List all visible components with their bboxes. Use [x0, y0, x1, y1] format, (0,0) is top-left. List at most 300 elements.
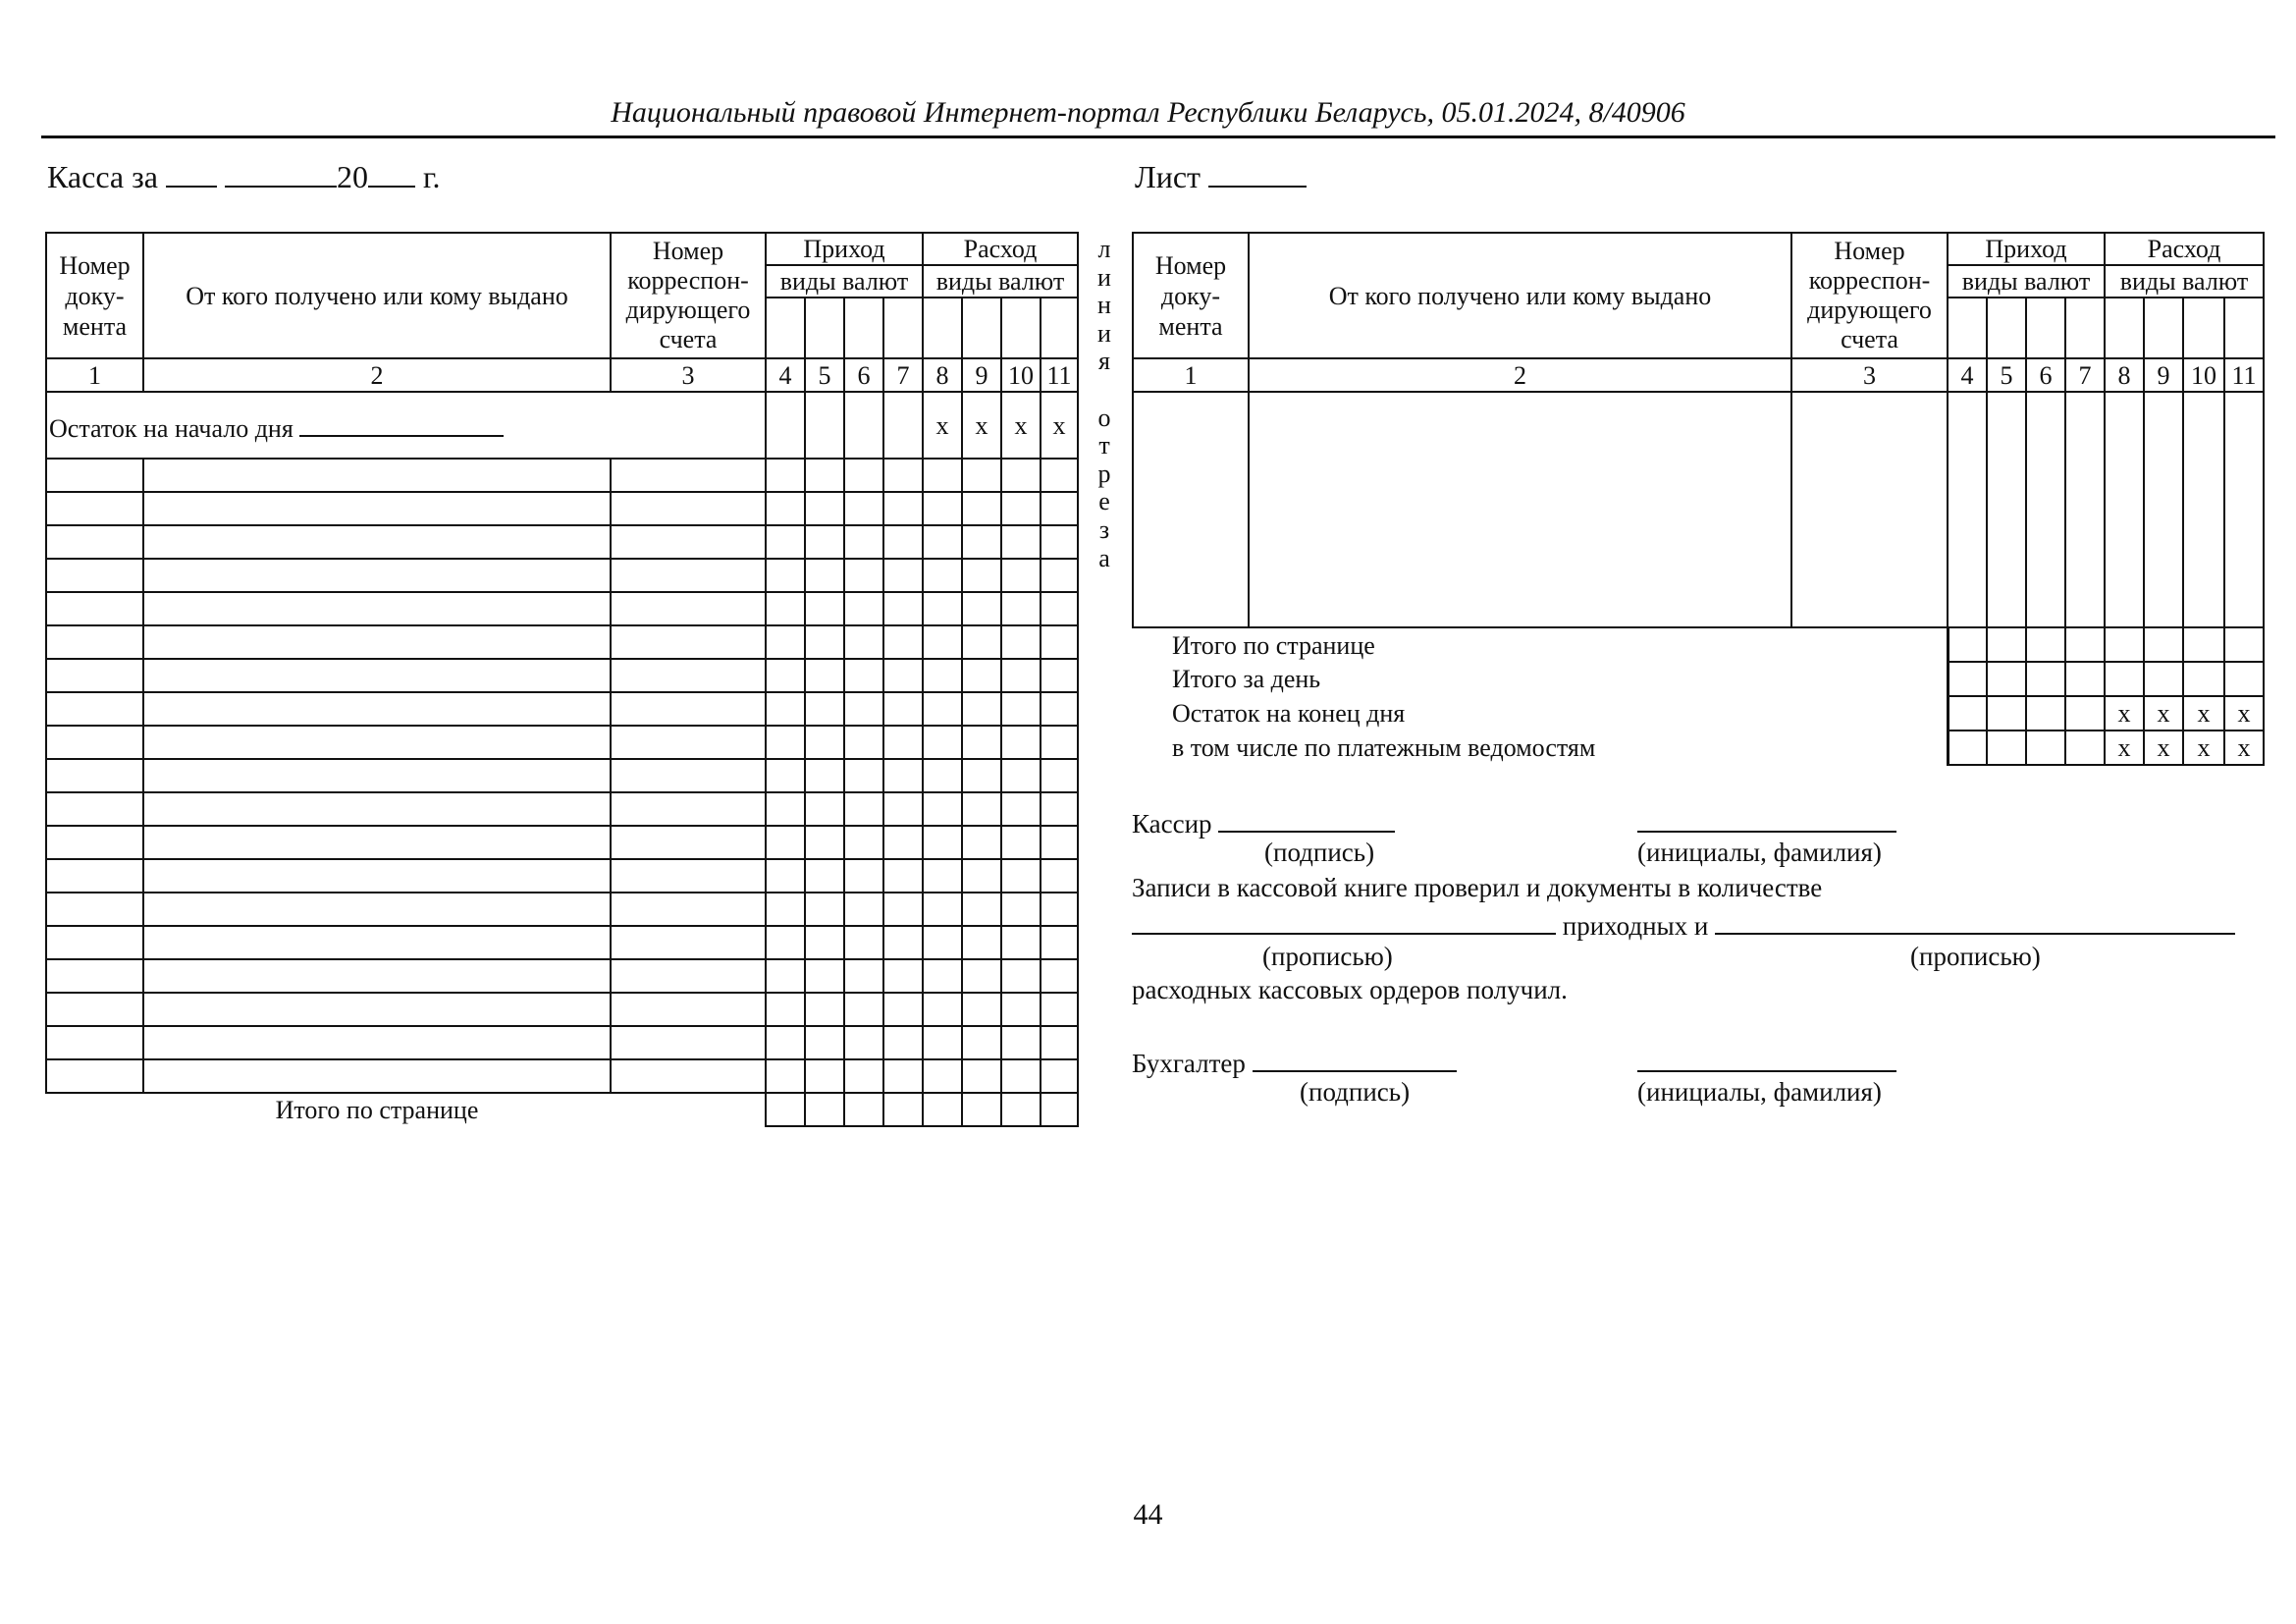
entry-cell	[766, 826, 805, 859]
entry-cell	[962, 792, 1001, 826]
entry-cell	[1041, 1059, 1078, 1093]
total-row-label: Итого по странице	[1172, 630, 1375, 660]
entry-cell	[143, 926, 611, 959]
entry-cell	[143, 1026, 611, 1059]
entry-cell	[962, 692, 1001, 726]
entry-cell	[1041, 826, 1078, 859]
expense-currency-header: виды валют	[2105, 265, 2264, 298]
entry-cell	[883, 826, 923, 859]
entry-cell	[805, 1059, 844, 1093]
entry-cell	[1001, 492, 1041, 525]
entry-cell	[883, 559, 923, 592]
entry-cell	[805, 659, 844, 692]
cut-line-letter: е	[1098, 487, 1110, 516]
cut-line-letter: т	[1098, 431, 1110, 460]
table-row	[46, 1059, 1078, 1093]
col-income-header: Приход	[1948, 233, 2105, 265]
col-doc-header: Номер доку-мента	[46, 233, 143, 358]
entry-cell	[883, 726, 923, 759]
entry-cell	[1041, 525, 1078, 559]
entry-cell	[46, 792, 143, 826]
x-mark: x	[2144, 731, 2183, 765]
entry-cell	[1001, 792, 1041, 826]
currency-cell	[805, 298, 844, 358]
income-cell	[805, 392, 844, 459]
entry-cell	[143, 525, 611, 559]
entry-cell	[1041, 959, 1078, 993]
entry-cell	[143, 893, 611, 926]
currency-cell	[883, 298, 923, 358]
entry-cell	[1041, 492, 1078, 525]
outgoing-count-blank	[1715, 905, 2235, 935]
total-cell	[1948, 662, 1987, 696]
x-mark: x	[2105, 696, 2144, 731]
entry-cell	[143, 993, 611, 1026]
entry-cell	[883, 459, 923, 492]
entry-cell	[923, 625, 962, 659]
entry-cell	[923, 959, 962, 993]
currency-cell	[766, 298, 805, 358]
entry-cell	[611, 1059, 766, 1093]
entry-cell	[766, 993, 805, 1026]
entry-cell	[805, 959, 844, 993]
col-number: 3	[1791, 358, 1948, 392]
entry-cell	[805, 993, 844, 1026]
entry-cell	[805, 492, 844, 525]
total-cell	[2065, 696, 2105, 731]
entry-cell	[923, 559, 962, 592]
entry-cell	[766, 859, 805, 893]
column-number-row	[1133, 358, 2264, 392]
total-cell	[1948, 696, 1987, 731]
initials-caption: (инициалы, фамилия)	[1637, 838, 1882, 867]
entry-cell	[962, 726, 1001, 759]
day-blank	[166, 160, 217, 188]
right-entry-area	[1133, 392, 2264, 627]
total-cell	[2065, 662, 2105, 696]
total-cell	[2065, 731, 2105, 765]
entry-cell	[883, 859, 923, 893]
table-row	[46, 993, 1078, 1026]
entry-cell	[611, 592, 766, 625]
total-cell	[2183, 662, 2224, 696]
entry-cell	[844, 959, 883, 993]
entry-cell	[46, 826, 143, 859]
cut-line-letter: н	[1097, 291, 1111, 320]
total-cell	[962, 1093, 1001, 1126]
col-from-header: От кого получено или кому выдано	[1249, 233, 1791, 358]
entry-cell	[1041, 859, 1078, 893]
year-blank	[368, 160, 415, 188]
incoming-count-blank	[1132, 905, 1556, 935]
entry-cell	[962, 459, 1001, 492]
total-row	[1133, 696, 2264, 731]
entry-cell	[923, 893, 962, 926]
entry-cell	[46, 459, 143, 492]
entry-cell	[962, 759, 1001, 792]
entry-cell	[923, 759, 962, 792]
entry-cell	[46, 759, 143, 792]
entry-cell	[962, 826, 1001, 859]
entry-cell	[962, 959, 1001, 993]
entry-cell	[611, 659, 766, 692]
sheet-title	[1135, 159, 1307, 194]
x-mark: x	[2183, 696, 2224, 731]
entry-cell	[1041, 759, 1078, 792]
entry-cell	[46, 959, 143, 993]
entry-cell	[805, 792, 844, 826]
income-cell	[883, 392, 923, 459]
currency-cell	[2105, 298, 2144, 358]
entry-cell	[1041, 559, 1078, 592]
entry-cell	[844, 525, 883, 559]
entry-cell	[766, 659, 805, 692]
currency-cell	[923, 298, 962, 358]
total-page-label: Итого по странице	[275, 1096, 479, 1124]
table-row	[46, 926, 1078, 959]
table-row	[46, 893, 1078, 926]
entry-cell	[962, 1026, 1001, 1059]
entry-cell	[844, 492, 883, 525]
table-row	[46, 659, 1078, 692]
entry-cell	[1041, 692, 1078, 726]
entry-cell	[923, 659, 962, 692]
total-cell	[2105, 627, 2144, 662]
entry-cell	[1001, 459, 1041, 492]
entry-cell	[143, 859, 611, 893]
table-row	[46, 525, 1078, 559]
total-row	[1133, 662, 2264, 696]
entry-cell	[766, 1059, 805, 1093]
entry-cell	[1001, 559, 1041, 592]
entry-cell	[766, 1026, 805, 1059]
entry-cell	[143, 826, 611, 859]
entry-cell	[883, 1059, 923, 1093]
entry-cell	[844, 1026, 883, 1059]
entry-cell	[923, 1059, 962, 1093]
total-cell	[1987, 662, 2026, 696]
table-row	[46, 1026, 1078, 1059]
in-words-caption: (прописью)	[1262, 942, 1393, 971]
column-number-row	[46, 358, 1078, 392]
entry-cell	[1001, 726, 1041, 759]
entry-cell	[143, 592, 611, 625]
balance-start-row	[46, 392, 1078, 459]
entry-cell	[923, 692, 962, 726]
right-cash-table	[1132, 232, 2265, 766]
entry-cell	[766, 625, 805, 659]
entry-cell	[962, 893, 1001, 926]
income-cell	[766, 392, 805, 459]
total-cell	[1948, 627, 1987, 662]
income-currency-header: виды валют	[766, 265, 923, 298]
total-row-label: Остаток на конец дня	[1172, 699, 1406, 728]
cut-line-letter: я	[1098, 347, 1110, 376]
entry-cell	[844, 993, 883, 1026]
col-number: 7	[2065, 358, 2105, 392]
total-cell	[766, 1093, 805, 1126]
entry-cell	[962, 993, 1001, 1026]
entry-cell	[611, 792, 766, 826]
entry-cell	[883, 759, 923, 792]
entry-cell	[611, 692, 766, 726]
entry-cell	[143, 1059, 611, 1093]
signature-caption: (подпись)	[1264, 838, 1375, 867]
incoming-label: приходных и	[1562, 911, 1709, 941]
total-cell	[844, 1093, 883, 1126]
currency-cell	[1987, 298, 2026, 358]
entry-cell	[611, 525, 766, 559]
entry-cell	[611, 993, 766, 1026]
table-row	[46, 592, 1078, 625]
entry-cell	[1791, 392, 1948, 627]
total-cell	[2026, 627, 2065, 662]
entry-cell	[46, 659, 143, 692]
table-row	[46, 826, 1078, 859]
col-from-header: От кого получено или кому выдано	[143, 233, 611, 358]
entry-cell	[923, 826, 962, 859]
entry-cell	[923, 492, 962, 525]
left-total-row	[46, 1093, 1078, 1126]
cashier-label: Кассир	[1132, 809, 1212, 839]
initials-caption: (инициалы, фамилия)	[1637, 1077, 1882, 1107]
x-mark: x	[2183, 731, 2224, 765]
entry-cell	[1001, 859, 1041, 893]
col-number: 8	[2105, 358, 2144, 392]
entry-cell	[46, 926, 143, 959]
entry-cell	[844, 792, 883, 826]
documents-count-line	[1132, 905, 2235, 942]
entry-cell	[844, 559, 883, 592]
right-totals	[1133, 627, 2264, 765]
table-row	[46, 859, 1078, 893]
entry-cell	[1001, 1059, 1041, 1093]
entry-cell	[2026, 392, 2065, 627]
total-cell	[1987, 627, 2026, 662]
entry-cell	[611, 893, 766, 926]
entry-cell	[1041, 1026, 1078, 1059]
entry-cell	[844, 592, 883, 625]
entry-cell	[611, 826, 766, 859]
currency-cell	[2183, 298, 2224, 358]
entry-cell	[883, 692, 923, 726]
col-number: 1	[46, 358, 143, 392]
col-income-header: Приход	[766, 233, 923, 265]
entry-cell	[844, 726, 883, 759]
entry-cell	[1041, 459, 1078, 492]
entry-cell	[766, 559, 805, 592]
entry-cell	[844, 692, 883, 726]
entry-cell	[883, 1026, 923, 1059]
col-number: 1	[1133, 358, 1249, 392]
table-row	[46, 726, 1078, 759]
entry-cell	[611, 1026, 766, 1059]
col-number: 9	[962, 358, 1001, 392]
entry-cell	[766, 959, 805, 993]
income-cell	[844, 392, 883, 459]
currency-cell	[2026, 298, 2065, 358]
entry-cell	[844, 625, 883, 659]
entry-cell	[962, 926, 1001, 959]
col-number: 6	[844, 358, 883, 392]
in-words-caption: (прописью)	[1910, 942, 2041, 971]
cut-line-letter: л	[1097, 235, 1111, 263]
total-row	[1133, 627, 2264, 662]
entry-cell	[1001, 692, 1041, 726]
entry-cell	[143, 959, 611, 993]
table-row	[46, 959, 1078, 993]
sheet-title-label: Лист	[1135, 159, 1201, 194]
total-cell	[805, 1093, 844, 1126]
entry-cell	[46, 692, 143, 726]
entry-cell	[923, 792, 962, 826]
entry-cell	[923, 592, 962, 625]
entry-cell	[1001, 525, 1041, 559]
col-number: 4	[1948, 358, 1987, 392]
entry-cell	[766, 792, 805, 826]
x-mark: x	[2105, 731, 2144, 765]
entry-cell	[1133, 392, 1249, 627]
entry-cell	[923, 459, 962, 492]
entry-cell	[923, 1026, 962, 1059]
entry-cell	[2105, 392, 2144, 627]
entry-cell	[46, 625, 143, 659]
currency-cell	[844, 298, 883, 358]
entry-cell	[923, 859, 962, 893]
entry-cell	[805, 525, 844, 559]
table-row	[46, 625, 1078, 659]
cashier-line	[1132, 803, 1395, 839]
entry-cell	[844, 759, 883, 792]
total-row-label: в том числе по платежным ведомостям	[1172, 733, 1596, 762]
entry-cell	[883, 893, 923, 926]
entry-cell	[1001, 959, 1041, 993]
entry-cell	[143, 459, 611, 492]
outgoing-text: расходных кассовых ордеров получил.	[1132, 975, 1568, 1004]
entry-cell	[883, 926, 923, 959]
col-number: 5	[1987, 358, 2026, 392]
entry-cell	[2183, 392, 2224, 627]
cut-line-letter: и	[1097, 262, 1111, 292]
entry-cell	[1001, 893, 1041, 926]
entry-cell	[2065, 392, 2105, 627]
entry-cell	[143, 659, 611, 692]
entry-cell	[1041, 592, 1078, 625]
entry-cell	[1001, 659, 1041, 692]
entry-cell	[1987, 392, 2026, 627]
total-row-label: Итого за день	[1172, 665, 1321, 693]
signature-caption: (подпись)	[1300, 1077, 1411, 1107]
entry-cell	[46, 893, 143, 926]
entry-cell	[962, 625, 1001, 659]
col-number: 3	[611, 358, 766, 392]
entry-cell	[844, 1059, 883, 1093]
col-number: 5	[805, 358, 844, 392]
table-row	[46, 492, 1078, 525]
x-mark: x	[1001, 392, 1041, 459]
cut-line-letter: о	[1097, 403, 1111, 432]
entry-cell	[1041, 926, 1078, 959]
entry-cell	[883, 659, 923, 692]
entry-cell	[1948, 392, 1987, 627]
entry-cell	[962, 525, 1001, 559]
entry-cell	[611, 926, 766, 959]
entry-cell	[46, 1026, 143, 1059]
col-number: 2	[1249, 358, 1791, 392]
total-cell	[883, 1093, 923, 1126]
entry-cell	[844, 926, 883, 959]
accountant-line	[1132, 1043, 1457, 1079]
entry-cell	[766, 893, 805, 926]
col-number: 6	[2026, 358, 2065, 392]
x-mark: x	[923, 392, 962, 459]
table-row	[46, 459, 1078, 492]
entry-cell	[611, 492, 766, 525]
entry-cell	[844, 659, 883, 692]
entry-cell	[923, 525, 962, 559]
entry-cell	[1001, 1026, 1041, 1059]
entry-cell	[883, 492, 923, 525]
entry-cell	[962, 559, 1001, 592]
entry-cell	[1001, 759, 1041, 792]
balance-start-blank	[299, 407, 504, 437]
table-row	[46, 792, 1078, 826]
entry-cell	[143, 792, 611, 826]
total-cell	[923, 1093, 962, 1126]
currency-cell	[2144, 298, 2183, 358]
entry-cell	[805, 926, 844, 959]
entry-cell	[844, 459, 883, 492]
entry-cell	[1041, 893, 1078, 926]
total-cell	[1987, 731, 2026, 765]
total-row	[1133, 731, 2264, 765]
entry-cell	[1041, 726, 1078, 759]
cut-line-letter: р	[1097, 459, 1111, 488]
entry-cell	[883, 525, 923, 559]
entry-cell	[805, 692, 844, 726]
col-number: 2	[143, 358, 611, 392]
entry-cell	[844, 859, 883, 893]
entry-cell	[766, 525, 805, 559]
x-mark: x	[1041, 392, 1078, 459]
currency-cell	[1001, 298, 1041, 358]
entry-cell	[1001, 993, 1041, 1026]
col-number: 7	[883, 358, 923, 392]
entry-cell	[766, 592, 805, 625]
entry-cell	[2224, 392, 2264, 627]
total-cell	[2065, 627, 2105, 662]
total-cell	[2026, 731, 2065, 765]
entry-cell	[805, 859, 844, 893]
entry-cell	[805, 559, 844, 592]
entry-cell	[766, 926, 805, 959]
entry-cell	[1041, 625, 1078, 659]
balance-start-cell	[46, 392, 766, 459]
entry-cell	[805, 726, 844, 759]
entry-cell	[46, 492, 143, 525]
currency-cell	[2065, 298, 2105, 358]
currency-cell	[1948, 298, 1987, 358]
entry-cell	[143, 559, 611, 592]
accountant-label: Бухгалтер	[1132, 1049, 1246, 1078]
entry-cell	[1001, 625, 1041, 659]
entry-cell	[143, 625, 611, 659]
entry-cell	[46, 726, 143, 759]
total-cell	[1948, 731, 1987, 765]
entry-cell	[611, 859, 766, 893]
entry-cell	[611, 759, 766, 792]
total-cell	[2026, 662, 2065, 696]
